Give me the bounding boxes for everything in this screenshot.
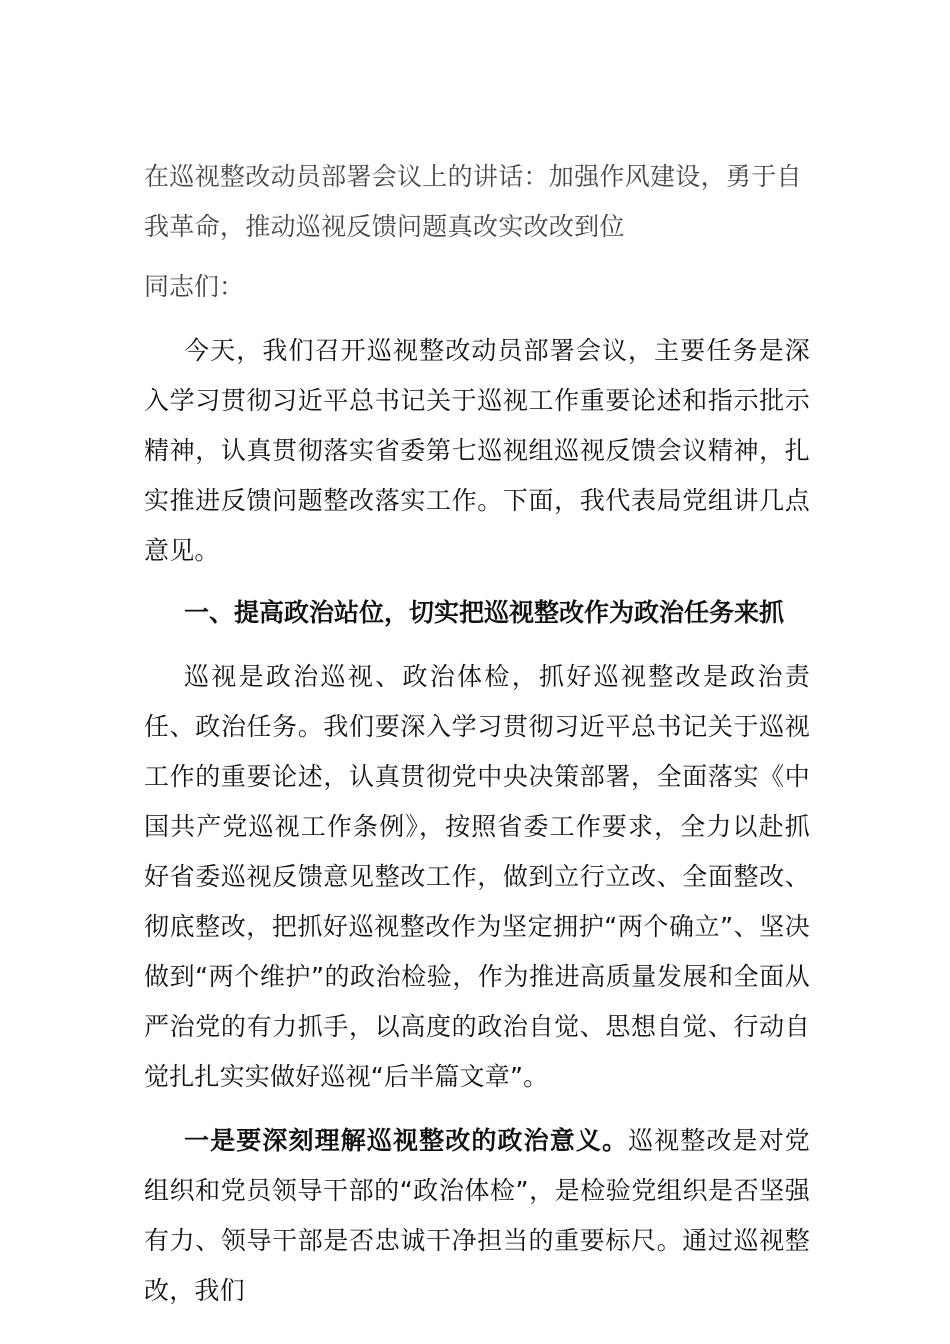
section-1-paragraph: 巡视是政治巡视、政治体检，抓好巡视整改是政治责任、政治任务。我们要深入学习贯彻习近平总书记关于巡视工作的重要论述，认真贯彻党中央决策部署，全面落实《中国共产党巡视工作条例》，按照省委工作要求，全力以赴抓好省委巡视反馈意见整改工作，做到立行立改、全面整改、彻底整改，把抓好巡视整改作为坚定拥护“两个确立”、坚决做到“两个维护”的政治检验，作为推进高质量发展和全面从严治党的有力抓手，以高度的政治自觉、思想自觉、行动自觉扎扎实实做好巡视“后半篇文章”。	[144, 662, 810, 1091]
document-page	[144, 152, 810, 1316]
point-1-lead: 一是要深刻理解巡视整改的政治意义。	[184, 1126, 629, 1155]
section-1-heading: 一、提高政治站位，切实把巡视整改作为政治任务来抓	[184, 598, 785, 627]
point-1-paragraph	[144, 1116, 810, 1316]
greeting: 同志们：	[144, 272, 245, 301]
point-1-body: 巡视整改是对党组织和党员领导干部的“政治体检”，是检验党组织是否坚强有力、领导干部是否忠诚干净担当的重要标尺。通过巡视整改，我们	[144, 1126, 810, 1305]
intro-paragraph: 今天，我们召开巡视整改动员部署会议，主要任务是深入学习贯彻习近平总书记关于巡视工作重要论述和指示批示精神，认真贯彻落实省委第七巡视组巡视反馈会议精神，扎实推进反馈问题整改落实工作。下面，我代表局党组讲几点意见。	[144, 336, 810, 565]
document-title: 在巡视整改动员部署会议上的讲话：加强作风建设，勇于自我革命，推动巡视反馈问题真改实改改到位	[144, 162, 802, 241]
